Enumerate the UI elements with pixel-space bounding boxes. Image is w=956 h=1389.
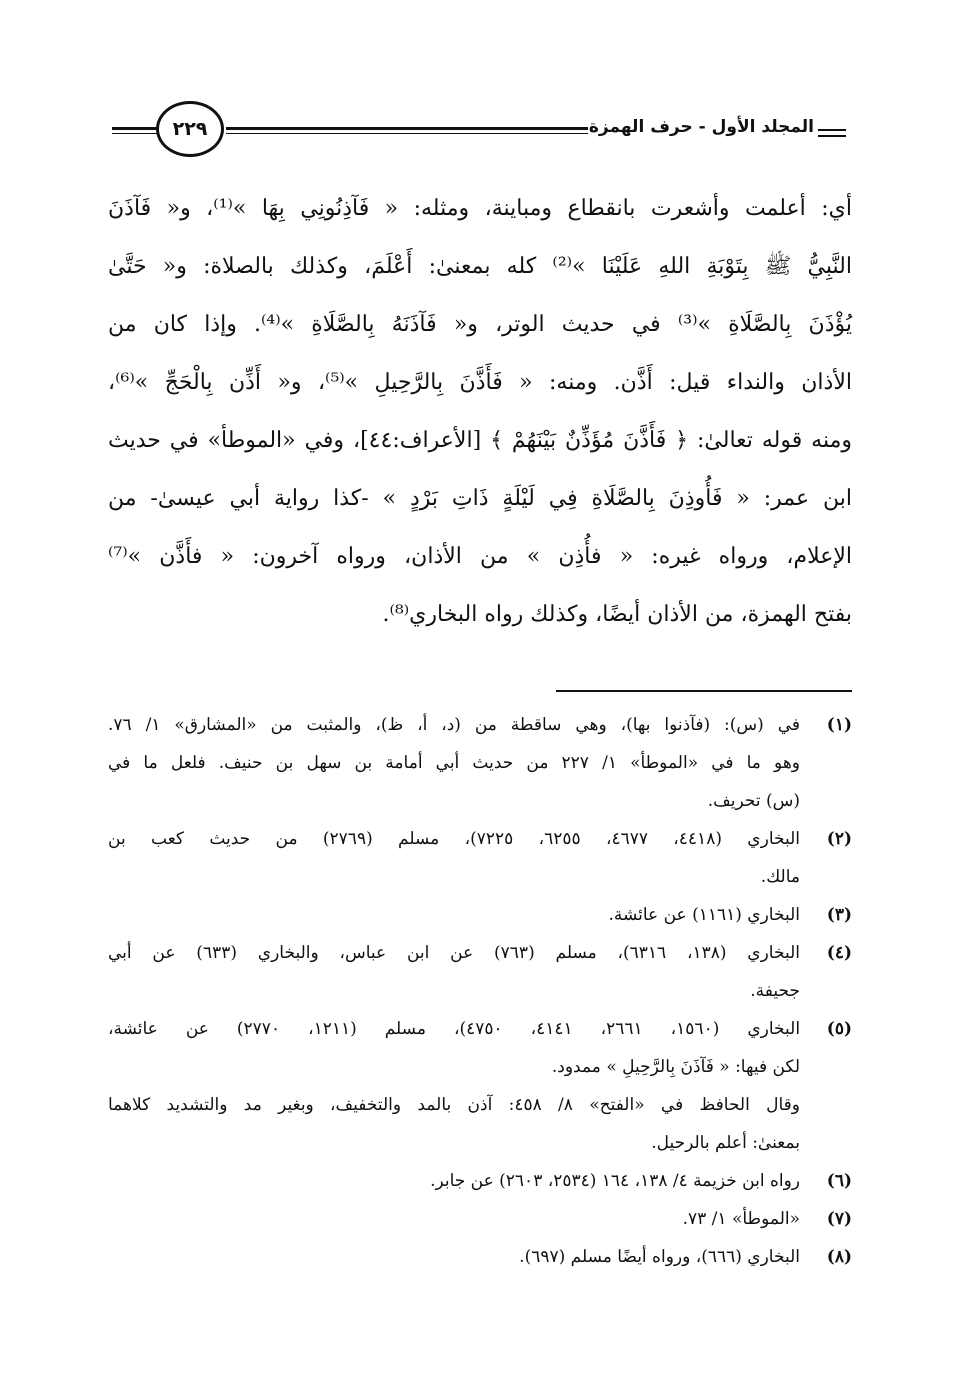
footnote-text (108, 896, 800, 934)
footnotes (108, 706, 852, 1276)
header-rule-left (112, 127, 158, 134)
footnote-line: «الموطأ» ١/ ٧٣. (682, 1209, 800, 1229)
footnote-line: لكن فيها: « فَآذَنَ بِالرَّحِيلِ » ممدود. (551, 1057, 800, 1077)
footnote-line: بمعنىٰ: أعلم بالرحيل. (651, 1133, 800, 1153)
body-line: ابن عمر: « فَأُوذِنَ بِالصَّلَاةِ فِي لَيْلَةٍ ذَاتِ بَرْدٍ » -كذا رواية أبي عيسىٰ- من (108, 486, 852, 511)
footnote-text (108, 1200, 800, 1238)
footnote-text (108, 934, 800, 1010)
footnote-separator (556, 690, 852, 692)
footnote-line: رواه ابن خزيمة ٤/ ١٣٨، ١٦٤ (٢٥٣٤، ٢٦٠٣) عن جابر. (430, 1171, 800, 1191)
footnote-line: البخاري (١٣٨، ٦٣١٦)، مسلم (٧٦٣) عن ابن عباس، والبخاري (٦٣٣) عن أبي (108, 943, 800, 963)
footnote-8 (108, 1238, 852, 1276)
footnote-3 (108, 896, 852, 934)
footnote-number: (٨) (826, 1247, 852, 1267)
body-line: الإعلام، ورواه غيره: « فأُذِن » من الأذان، ورواه آخرون: « فأَذَّن »⁽⁷⁾ (108, 544, 852, 569)
header-rule-end (818, 129, 846, 137)
footnote-5 (108, 1010, 852, 1086)
footnote-text (108, 1010, 800, 1086)
running-head: المجلد الأول - حرف الهمزة (588, 117, 814, 137)
footnote-1 (108, 706, 852, 820)
page-number-badge (156, 101, 224, 157)
footnote-number: (٤) (826, 943, 852, 963)
footnote-5-continuation (108, 1086, 852, 1162)
footnote-text (108, 1162, 800, 1200)
main-text (108, 180, 852, 644)
footnote-line: البخاري (٤٤١٨، ٤٦٧٧، ٦٢٥٥، ٧٢٢٥)، مسلم (٢٧٦٩) من حديث كعب بن (108, 829, 800, 849)
footnote-number: (٣) (826, 905, 852, 925)
footnote-7 (108, 1200, 852, 1238)
footnote-line: مالك. (760, 867, 800, 887)
footnote-line: البخاري (١١٦١) عن عائشة. (608, 905, 800, 925)
body-line: النَّبِيُّ ﷺ بِتَوْبَةِ اللهِ عَلَيْنَا »⁽²⁾ كله بمعنىٰ: أَعْلَمَ، وكذلك بالصلاة: و« حَتَّىٰ (108, 254, 852, 279)
footnote-line: وهو ما في «الموطأ» ١/ ٢٢٧ من حديث أبي أمامة بن سهل بن حنيف. فلعل ما في (108, 753, 800, 773)
footnote-number: (٥) (826, 1019, 852, 1039)
footnote-number: (١) (826, 715, 852, 735)
header-rule-right (226, 127, 588, 134)
footnote-line: البخاري (٦٦٦)، ورواه أيضًا مسلم (٦٩٧). (519, 1247, 800, 1267)
footnote-text (108, 820, 800, 896)
body-line: بفتح الهمزة، من الأذان أيضًا، وكذلك رواه البخاري⁽⁸⁾. (382, 602, 852, 627)
body-line: يُؤْذَنَ بِالصَّلَاةِ »⁽³⁾ في حديث الوتر، و« فَآذَنَهُ بِالصَّلَاةِ »⁽⁴⁾. وإذا كان من (108, 312, 852, 337)
footnote-line: وقال الحافظ في «الفتح» ٨/ ٤٥٨: آذن بالمد والتخفيف، وبغير مد والتشديد كلاهما (108, 1095, 800, 1115)
footnote-line: في (س): (فآذنوا بها)، وهي ساقطة من (د، أ، ظ)، والمثبت من «المشارق» ١/ ٧٦. (108, 715, 801, 735)
page-number: ٢٢٩ (172, 118, 208, 140)
footnote-number: (٦) (826, 1171, 852, 1191)
body-line: ومنه قوله تعالىٰ: ﴿ فَأَذَّنَ مُؤَذِّنٌ بَيْنَهُمْ ﴾ [الأعراف:٤٤]، وفي «الموطأ» في حديث (108, 428, 852, 453)
footnote-number: (٧) (826, 1209, 852, 1229)
footnote-line: (س) تحريف. (707, 791, 800, 811)
footnote-2 (108, 820, 852, 896)
footnote-6 (108, 1162, 852, 1200)
footnote-text (108, 1238, 800, 1276)
body-line: الأذان والنداء قيل: أَذَّن. ومنه: « فَأَذَّنَ بِالرَّحِيلِ »⁽⁵⁾، و« أَذِّن بِالْحَجِّ »⁽⁶⁾، (108, 370, 853, 395)
footnote-text (108, 706, 800, 820)
footnote-line: البخاري (١٥٦٠، ٢٦٦١، ٤١٤١، ٤٧٥٠)، مسلم (١٢١١، ٢٧٧٠) عن عائشة، (108, 1019, 801, 1039)
footnote-line: جحيفة. (750, 981, 800, 1001)
footnote-number: (٢) (826, 829, 852, 849)
body-line: أي: أعلمت وأشعرت بانقطاع ومباينة، ومثله: « فَآذِنُونِي بِهَا »⁽¹⁾، و« فَآذَنَ (108, 196, 852, 221)
footnote-4 (108, 934, 852, 1010)
